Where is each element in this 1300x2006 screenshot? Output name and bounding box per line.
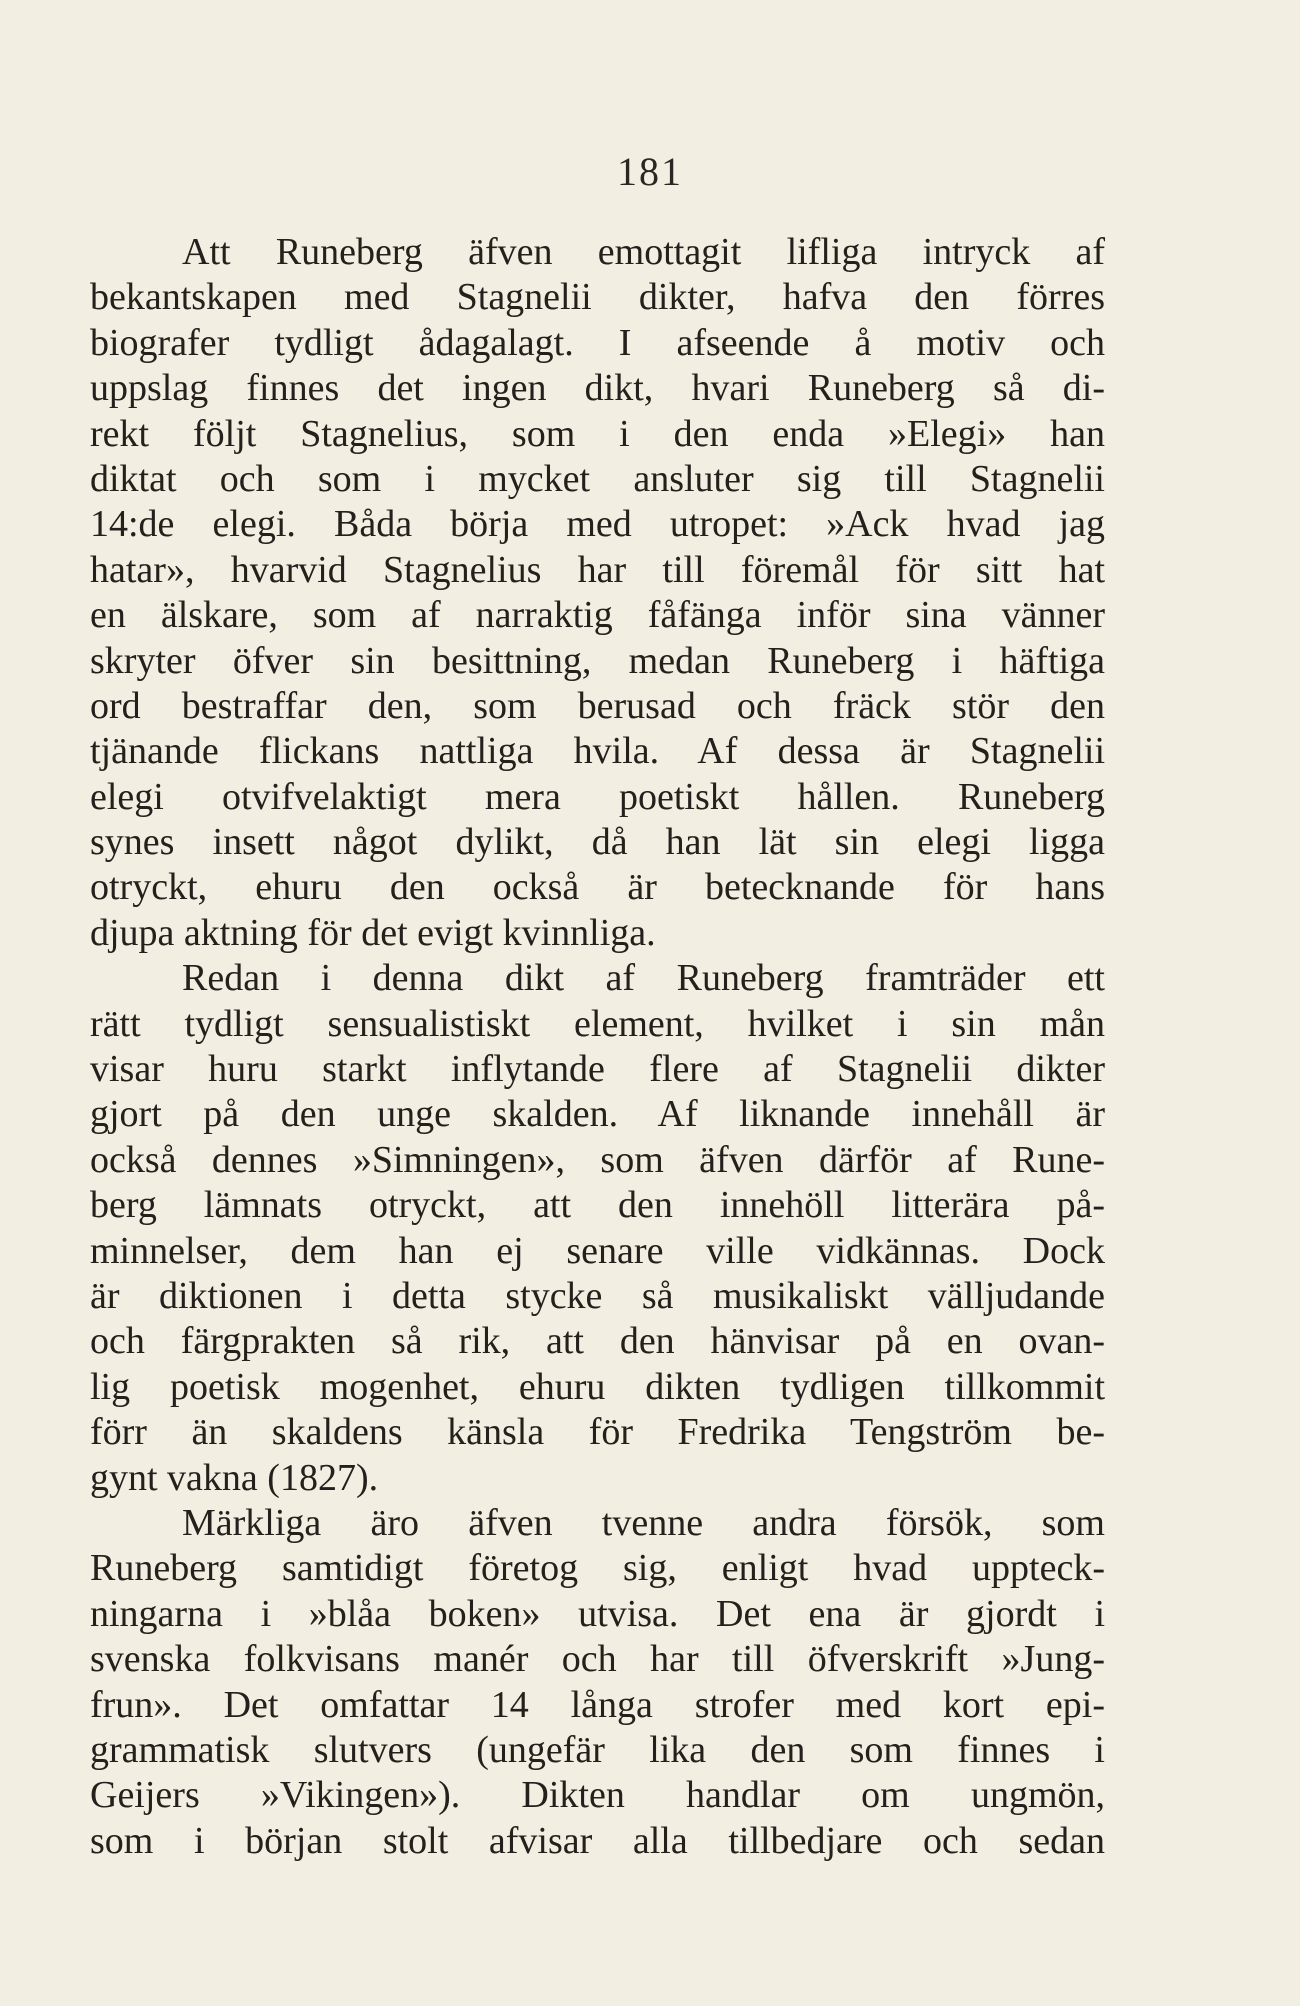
text-line: biografer tydligt ådagalagt. I afseende å motiv och [90,321,1105,364]
text-line: uppslag finnes det ingen dikt, hvari Runeberg så di- [90,367,1105,410]
text-line: otryckt, ehuru den också är betecknande för hans [90,866,1105,909]
text-line: gynt vakna (1827). [90,1456,379,1499]
text-line: djupa aktning för det evigt kvinnliga. [90,911,656,954]
text-line: svenska folkvisans manér och har till öfverskrift »Jung- [90,1638,1105,1681]
text-line: gjort på den unge skalden. Af liknande innehåll är [90,1093,1105,1136]
text-line: synes insett något dylikt, då han lät sin elegi ligga [90,821,1105,864]
text-line: förr än skaldens känsla för Fredrika Tengström be- [90,1411,1105,1454]
text-line: Runeberg samtidigt företog sig, enligt hvad uppteck- [90,1547,1105,1590]
text-line: hatar», hvarvid Stagnelius har till föremål för sitt hat [90,548,1105,591]
text-line: grammatisk slutvers (ungefär lika den som finnes i [90,1728,1105,1771]
text-line: Märkliga äro äfven tvenne andra försök, som [182,1501,1105,1544]
text-line: ord bestraffar den, som berusad och fräck stör den [90,684,1105,727]
text-line: ningarna i »blåa boken» utvisa. Det ena är gjordt i [90,1592,1105,1635]
text-line: 14:de elegi. Båda börja med utropet: »Ack hvad jag [90,503,1105,546]
text-line: elegi otvifvelaktigt mera poetiskt hållen. Runeberg [90,775,1105,818]
text-line: berg lämnats otryckt, att den innehöll litterära på- [90,1184,1105,1227]
text-line: en älskare, som af narraktig fåfänga inför sina vänner [90,594,1105,637]
text-line: och färgprakten så rik, att den hänvisar på en ovan- [90,1320,1105,1363]
text-line: minnelser, dem han ej senare ville vidkännas. Dock [90,1229,1105,1272]
text-line: också dennes »Simningen», som äfven därför af Rune- [90,1138,1105,1181]
text-line: bekantskapen med Stagnelii dikter, hafva den förres [90,276,1105,319]
text-line: tjänande flickans nattliga hvila. Af dessa är Stagnelii [90,730,1105,773]
text-line: som i början stolt afvisar alla tillbedjare och sedan [90,1819,1105,1862]
text-line: Redan i denna dikt af Runeberg framträder ett [182,957,1105,1000]
text-line: Att Runeberg äfven emottagit lifliga intryck af [182,231,1105,273]
text-line: lig poetisk mogenhet, ehuru dikten tydligen tillkommit [90,1365,1105,1408]
text-line: skryter öfver sin besittning, medan Runeberg i häftiga [90,639,1105,682]
text-line: Geijers »Vikingen»). Dikten handlar om ungmön, [90,1774,1105,1817]
text-line: frun». Det omfattar 14 långa strofer med kort epi- [90,1683,1105,1726]
text-line: rekt följt Stagnelius, som i den enda »Elegi» han [90,412,1105,455]
text-line: diktat och som i mycket ansluter sig till Stagnelii [90,457,1105,500]
body-text [90,230,1105,1864]
page-number: 181 [617,149,683,194]
text-line: är diktionen i detta stycke så musikaliskt välljudande [90,1274,1105,1317]
text-line: rätt tydligt sensualistiskt element, hvilket i sin mån [90,1002,1105,1045]
text-line: visar huru starkt inflytande flere af Stagnelii dikter [90,1048,1105,1091]
